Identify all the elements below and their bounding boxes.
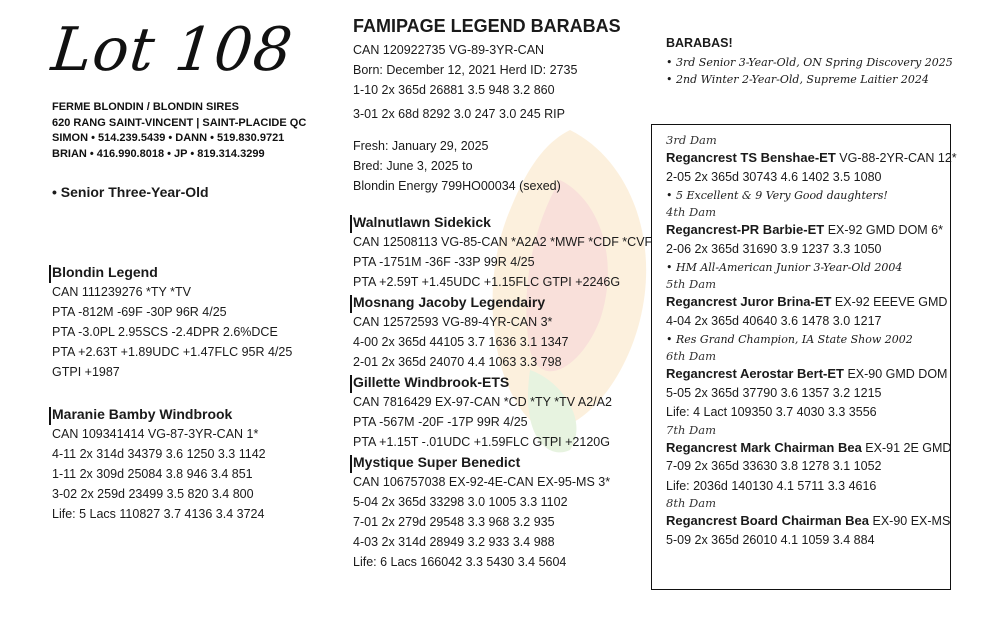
- sire-line: PTA -812M -69F -30P 96R 4/25: [52, 305, 227, 319]
- dam-entry-title: Regancrest Juror Brina-ET: [666, 294, 832, 309]
- fresh-line: Blondin Energy 799HO00034 (sexed): [353, 179, 561, 193]
- sire-line: PTA -3.0PL 2.95SCS -2.4DPR 2.6%DCE: [52, 325, 278, 339]
- farm-contacts-1: SIMON • 514.239.5439 • DANN • 519.830.9721: [52, 132, 285, 144]
- dam-entry-classification: EX-90 EX-MS: [869, 514, 951, 528]
- divider-bar: [49, 407, 51, 425]
- ancestor-name: Mystique Super Benedict: [353, 454, 521, 470]
- dam-entry-classification: VG-88-2YR-CAN 12*: [835, 151, 957, 165]
- dam-generation-label: 6th Dam: [666, 349, 716, 363]
- dam-entry-name: [666, 220, 957, 240]
- ancestor-line: 2-01 2x 365d 24070 4.4 1063 3.3 798: [353, 355, 562, 369]
- farm-address: 620 RANG SAINT-VINCENT | SAINT-PLACIDE QC: [52, 116, 307, 129]
- dam-record-line: Life: 4 Lact 109350 3.7 4030 3.3 3556: [666, 405, 877, 419]
- ancestor-line: PTA +2.59T +1.45UDC +1.15FLC GTPI +2246G: [353, 275, 621, 289]
- highlights-list: [666, 54, 953, 88]
- animal-title: FAMIPAGE LEGEND BARABAS: [353, 16, 621, 36]
- divider-bar: [350, 295, 352, 313]
- dam-generation-label: 4th Dam: [666, 205, 716, 219]
- ancestor-line: 4-03 2x 314d 28949 3.2 933 3.4 988: [353, 535, 555, 549]
- maternal-line-list: [666, 133, 957, 550]
- ancestor-line: CAN 106757038 EX-92-4E-CAN EX-95-MS 3*: [353, 475, 611, 489]
- ancestor-name: Gillette Windbrook-ETS: [353, 374, 510, 390]
- dam-generation-label: 5th Dam: [666, 277, 716, 291]
- ancestor-name: Walnutlawn Sidekick: [353, 214, 491, 230]
- sire-name: Blondin Legend: [52, 264, 158, 280]
- dam-line: CAN 109341414 VG-87-3YR-CAN 1*: [52, 427, 259, 441]
- ancestor-entry: [353, 452, 652, 472]
- dam-line: 4-11 2x 314d 34379 3.6 1250 3.3 1142: [52, 447, 266, 461]
- animal-info-line: 1-10 2x 365d 26881 3.5 948 3.2 860: [353, 83, 555, 97]
- dam-entry-classification: EX-92 EEEVE GMD: [831, 295, 948, 309]
- farm-name: FERME BLONDIN / BLONDIN SIRES: [52, 101, 240, 113]
- ancestor-line: CAN 7816429 EX-97-CAN *CD *TY *TV A2/A2: [353, 395, 612, 409]
- fresh-info: [353, 136, 561, 196]
- dam-entry-title: Regancrest TS Benshae-ET: [666, 150, 836, 165]
- ancestor-line: 7-01 2x 279d 29548 3.3 968 3.2 935: [353, 515, 555, 529]
- divider-bar: [350, 375, 352, 393]
- highlight-item: • 3rd Senior 3-Year-Old, ON Spring Discovery 2025: [666, 56, 953, 69]
- dam-generation-label: 3rd Dam: [666, 133, 717, 147]
- dam-entry-title: Regancrest Aerostar Bert-ET: [666, 366, 844, 381]
- animal-info-line: CAN 120922735 VG-89-3YR-CAN: [353, 43, 545, 57]
- dam-entry-name: [666, 292, 957, 312]
- animal-info: [353, 40, 577, 124]
- ancestor-line: PTA -1751M -36F -33P 99R 4/25: [353, 255, 535, 269]
- sire-line: PTA +2.63T +1.89UDC +1.47FLC 95R 4/25: [52, 345, 293, 359]
- dam-record-line: 2-05 2x 365d 30743 4.6 1402 3.5 1080: [666, 169, 882, 184]
- fresh-line: Bred: June 3, 2025 to: [353, 159, 473, 173]
- ancestor-entry: [353, 212, 652, 232]
- ancestor-line: CAN 12572593 VG-89-4YR-CAN 3*: [353, 315, 553, 329]
- dam-entry-classification: EX-90 GMD DOM: [843, 367, 948, 381]
- dam-name: Maranie Bamby Windbrook: [52, 406, 233, 422]
- dam-note: • 5 Excellent & 9 Very Good daughters!: [666, 189, 888, 202]
- ancestors-list: [353, 212, 652, 572]
- dam-entry-title: Regancrest-PR Barbie-ET: [666, 222, 825, 237]
- ancestor-line: CAN 12508113 VG-85-CAN *A2A2 *MWF *CDF *CVF: [353, 235, 653, 249]
- ancestor-name: Mosnang Jacoby Legendairy: [353, 294, 546, 310]
- ancestor-entry: [353, 372, 652, 392]
- dam-entry-name: [666, 148, 957, 168]
- divider-bar: [350, 455, 352, 473]
- ancestor-line: 5-04 2x 365d 33298 3.0 1005 3.3 1102: [353, 495, 568, 509]
- dam-entry-title: Regancrest Mark Chairman Bea: [666, 439, 862, 455]
- dam-note: • Res Grand Champion, IA State Show 2002: [666, 333, 913, 346]
- divider-bar: [350, 215, 352, 233]
- dam-entry-name: [666, 438, 957, 458]
- ancestor-line: Life: 6 Lacs 166042 3.3 5430 3.4 5604: [353, 555, 567, 569]
- dam-line: 1-11 2x 309d 25084 3.8 946 3.4 851: [52, 467, 253, 481]
- dam-generation-label: 7th Dam: [666, 422, 716, 437]
- dam-record-line: 5-05 2x 365d 37790 3.6 1357 3.2 1215: [666, 385, 882, 400]
- sire-block: [52, 262, 292, 382]
- divider-bar: [49, 265, 51, 283]
- farm-info: [52, 100, 306, 162]
- dam-entry-title: Regancrest Board Chairman Bea: [666, 513, 870, 528]
- ancestor-line: PTA -567M -20F -17P 99R 4/25: [353, 415, 528, 429]
- dam-entry-classification: EX-92 GMD DOM 6*: [824, 223, 943, 237]
- dam-entry-name: [666, 511, 957, 531]
- animal-info-line: 3-01 2x 68d 8292 3.0 247 3.0 245 RIP: [353, 107, 565, 121]
- farm-contacts-2: BRIAN • 416.990.8018 • JP • 819.314.3299: [52, 147, 265, 160]
- dam-record-line: 4-04 2x 365d 40640 3.6 1478 3.0 1217: [666, 313, 882, 328]
- class-label: • Senior Three-Year-Old: [52, 184, 209, 200]
- maternal-line-box: [651, 124, 957, 590]
- dam-generation-label: 8th Dam: [666, 496, 716, 510]
- lot-number: Lot 108: [48, 15, 297, 85]
- ancestor-line: PTA +1.15T -.01UDC +1.59FLC GTPI +2120G: [353, 435, 610, 449]
- animal-info-line: Born: December 12, 2021 Herd ID: 2735: [353, 63, 578, 77]
- dam-record-line: Life: 2036d 140130 4.1 5711 3.3 4616: [666, 478, 877, 493]
- ancestor-line: 4-00 2x 365d 44105 3.7 1636 3.1 1347: [353, 335, 569, 349]
- highlights-title: BARABAS!: [666, 36, 733, 50]
- ancestor-entry: [353, 292, 652, 312]
- dam-line: 3-02 2x 259d 23499 3.5 820 3.4 800: [52, 487, 254, 501]
- dam-entry-classification: EX-91 2E GMD: [861, 440, 952, 455]
- dam-note: • HM All-American Junior 3-Year-Old 2004: [666, 261, 903, 274]
- fresh-line: Fresh: January 29, 2025: [353, 139, 489, 153]
- dam-entry-name: [666, 364, 957, 384]
- dam-record-line: 7-09 2x 365d 33630 3.8 1278 3.1 1052: [666, 459, 882, 473]
- dam-record-line: 5-09 2x 365d 26010 4.1 1059 3.4 884: [666, 532, 875, 547]
- dam-record-line: 2-06 2x 365d 31690 3.9 1237 3.3 1050: [666, 241, 882, 256]
- sire-line: CAN 111239276 *TY *TV: [52, 285, 191, 299]
- highlight-item: • 2nd Winter 2-Year-Old, Supreme Laitier 2024: [666, 73, 929, 86]
- sire-line: GTPI +1987: [52, 365, 120, 379]
- dam-line: Life: 5 Lacs 110827 3.7 4136 3.4 3724: [52, 507, 265, 521]
- dam-block: [52, 404, 266, 524]
